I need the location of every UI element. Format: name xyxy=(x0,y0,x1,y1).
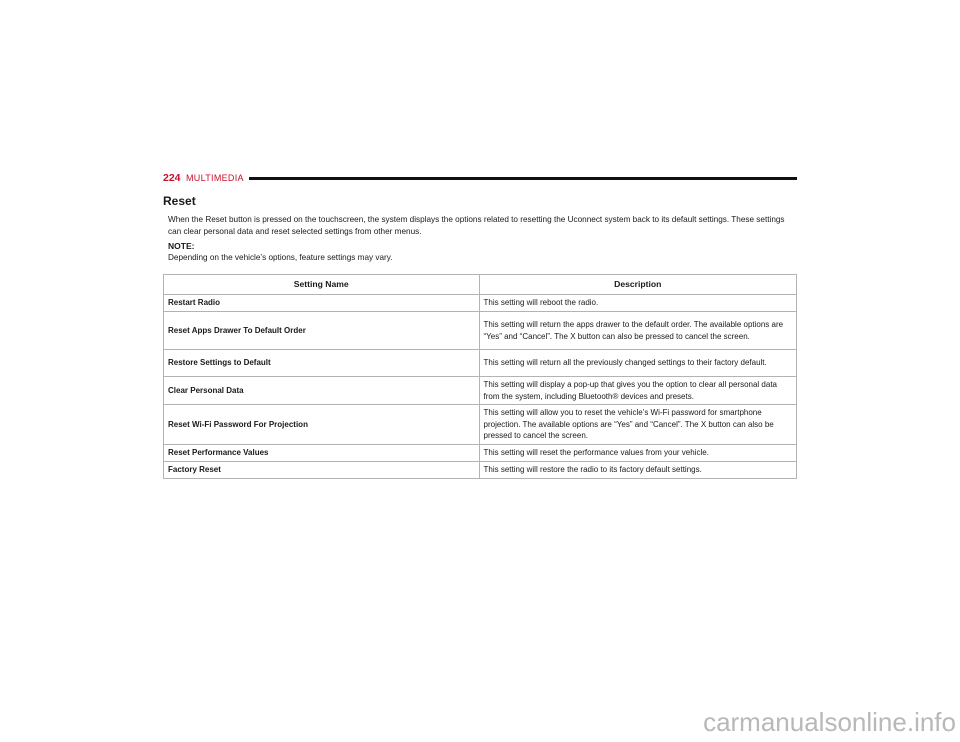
table-row xyxy=(164,461,797,478)
table-row xyxy=(164,312,797,350)
header-rule xyxy=(249,177,797,180)
table-row xyxy=(164,444,797,461)
table-header-row xyxy=(164,275,797,295)
setting-name: Restore Settings to Default xyxy=(164,350,480,377)
setting-description: This setting will return the apps drawer to the default order. The available options are “Yes” and “Cancel”. The X button can also be pressed to cancel the screen. xyxy=(479,312,797,350)
page-header xyxy=(163,172,797,186)
page-number: 224 xyxy=(163,172,181,184)
table-row xyxy=(164,405,797,445)
table-row xyxy=(164,377,797,405)
setting-name: Reset Apps Drawer To Default Order xyxy=(164,312,480,350)
table-row xyxy=(164,295,797,312)
table-row xyxy=(164,350,797,377)
reset-settings-table xyxy=(163,274,797,479)
setting-name: Factory Reset xyxy=(164,461,480,478)
note-label: NOTE: xyxy=(168,241,195,251)
setting-name: Restart Radio xyxy=(164,295,480,312)
setting-description: This setting will allow you to reset the vehicle’s Wi-Fi password for smartphone projection. The available options are “Yes” and “Cancel”. The X button can also be pressed to cancel the screen. xyxy=(479,405,797,445)
note-text: Depending on the vehicle’s options, feature settings may vary. xyxy=(168,253,393,262)
column-header-setting-name: Setting Name xyxy=(164,275,480,295)
column-header-description: Description xyxy=(479,275,797,295)
setting-description: This setting will display a pop-up that gives you the option to clear all personal data from the system, including Bluetooth® devices and presets. xyxy=(479,377,797,405)
setting-description: This setting will restore the radio to its factory default settings. xyxy=(479,461,797,478)
setting-name: Reset Performance Values xyxy=(164,444,480,461)
setting-description: This setting will reset the performance values from your vehicle. xyxy=(479,444,797,461)
section-name: MULTIMEDIA xyxy=(186,173,244,183)
setting-name: Reset Wi-Fi Password For Projection xyxy=(164,405,480,445)
setting-name: Clear Personal Data xyxy=(164,377,480,405)
watermark: carmanualsonline.info xyxy=(703,707,956,737)
section-title: Reset xyxy=(163,194,196,208)
intro-paragraph: When the Reset button is pressed on the touchscreen, the system displays the options related to resetting the Uconnect system back to its default settings. These settings can clear personal data and reset selected settings from other menus. xyxy=(168,215,785,236)
setting-description: This setting will return all the previously changed settings to their factory default. xyxy=(479,350,797,377)
setting-description: This setting will reboot the radio. xyxy=(479,295,797,312)
